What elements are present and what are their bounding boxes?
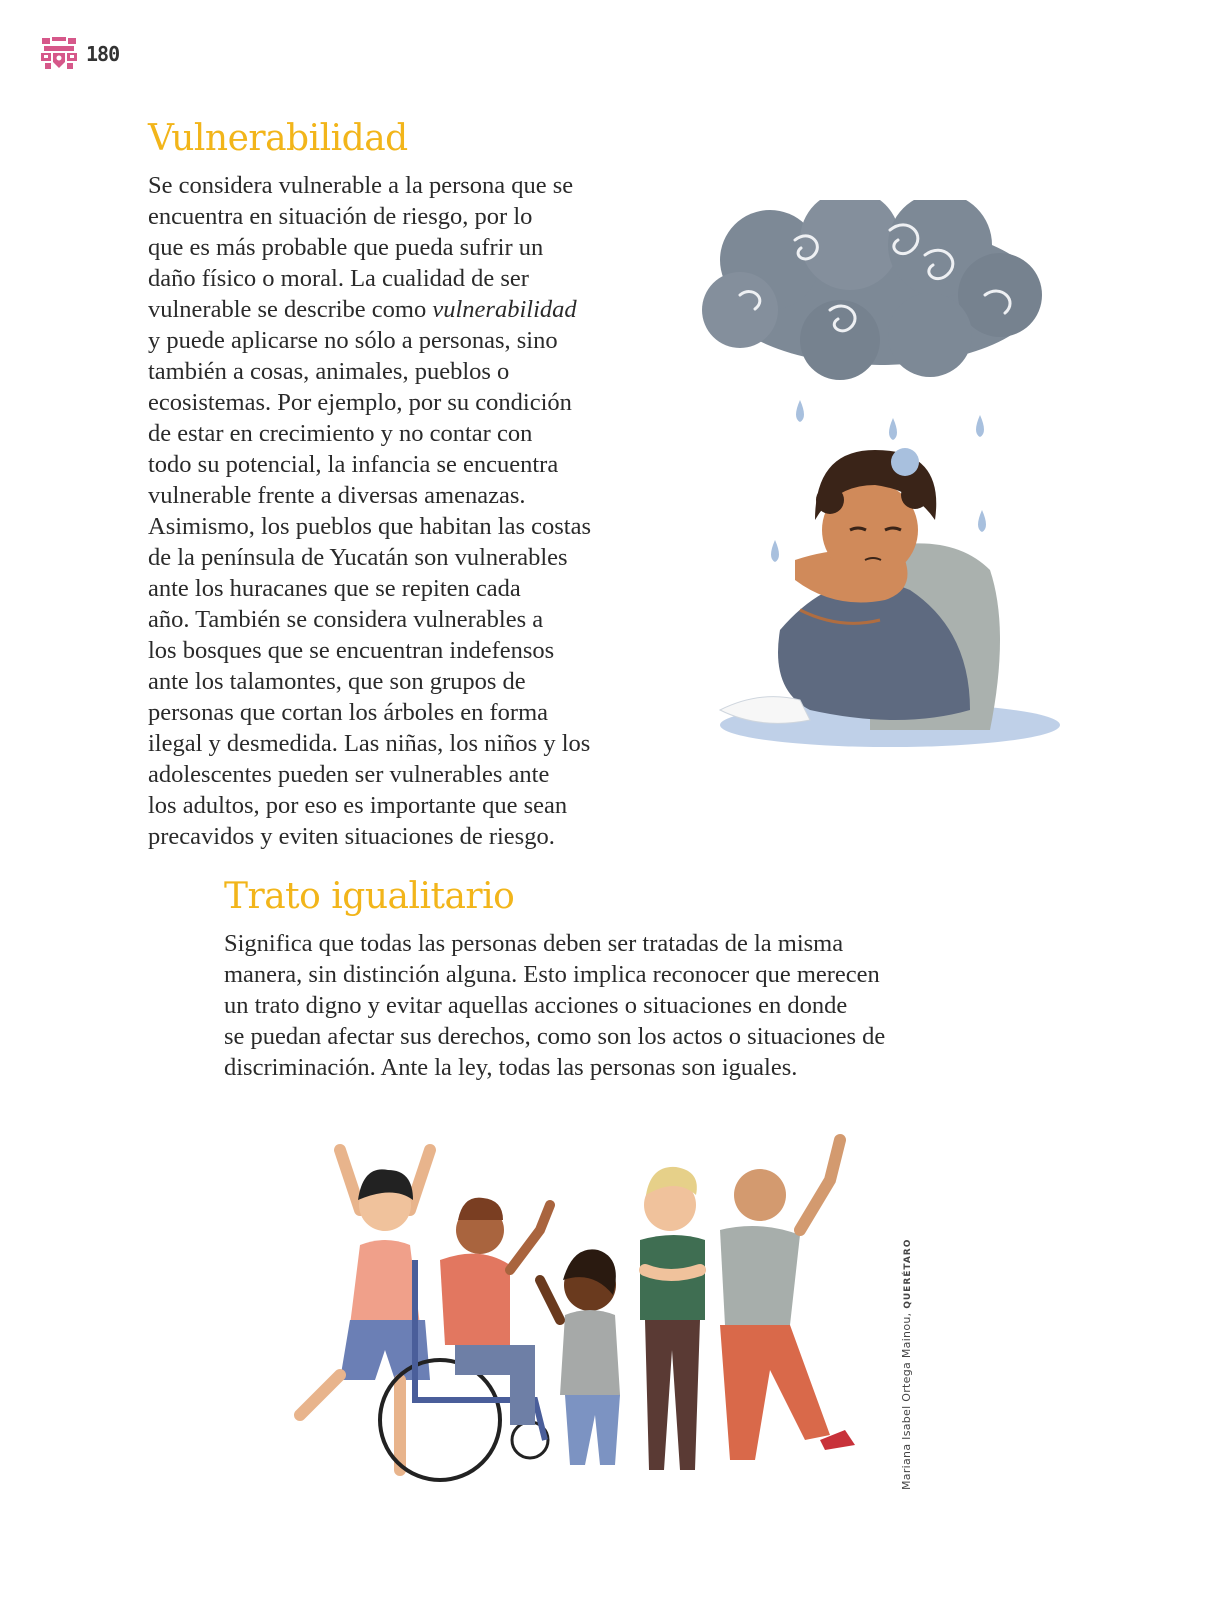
section-body-trato-igualitario	[224, 928, 1024, 1083]
text-line: manera, sin distinción alguna. Esto implica reconocer que merecen	[224, 961, 880, 988]
section-title-trato-igualitario: Trato igualitario	[224, 876, 515, 917]
text-line: se puedan afectar sus derechos, como son los actos o situaciones de	[224, 1023, 886, 1050]
text-line: ilegal y desmedida. Las niñas, los niños y los	[148, 730, 591, 757]
illustration-credit	[900, 1239, 913, 1490]
text-line: los adultos, por eso es importante que sean	[148, 792, 568, 819]
text-line: personas que cortan los árboles en forma	[148, 699, 549, 726]
page-header	[40, 36, 119, 72]
text-line: Asimismo, los pueblos que habitan las costas	[148, 513, 591, 540]
credit-artist: Mariana Isabel Ortega Mainou,	[900, 1312, 913, 1490]
text-line: precavidos y eviten situaciones de riesgo.	[148, 823, 555, 850]
pink-glyph-emblem-icon	[40, 36, 78, 72]
text-line: discriminación. Ante la ley, todas las personas son iguales.	[224, 1054, 798, 1081]
rain-cloud-icon	[702, 200, 1042, 380]
text-line: también a cosas, animales, pueblos o	[148, 358, 510, 385]
text-line: todo su potencial, la infancia se encuentra	[148, 451, 559, 478]
small-child-figure	[540, 1249, 620, 1465]
text-line: vulnerable frente a diversas amenazas.	[148, 482, 526, 509]
jumping-girl-figure	[300, 1150, 430, 1470]
section-body-vulnerabilidad	[148, 170, 678, 852]
text-line: ante los huracanes que se repiten cada	[148, 575, 521, 602]
text-line: un trato digno y evitar aquellas acciones o situaciones en donde	[224, 992, 848, 1019]
text-line: año. También se considera vulnerables a	[148, 606, 544, 633]
credit-state: QUERÉTARO	[903, 1238, 913, 1309]
text-line: encuentra en situación de riesgo, por lo	[148, 203, 533, 230]
text-line: y puede aplicarse no sólo a personas, sino	[148, 327, 558, 354]
page-number: 180	[86, 42, 120, 66]
text-fragment: vulnerable se describe como	[148, 296, 433, 323]
text-line	[148, 294, 678, 325]
text-line: Se considera vulnerable a la persona que se	[148, 172, 574, 199]
diverse-group-illustration	[280, 1120, 900, 1500]
text-line: adolescentes pueden ser vulnerables ante	[148, 761, 550, 788]
bald-man-figure	[720, 1140, 855, 1460]
text-line: los bosques que se encuentran indefensos	[148, 637, 555, 664]
sad-person-figure	[720, 448, 1000, 730]
text-line: ante los talamontes, que son grupos de	[148, 668, 526, 695]
text-line: de estar en crecimiento y no contar con	[148, 420, 533, 447]
text-line: ecosistemas. Por ejemplo, por su condición	[148, 389, 572, 416]
text-line: daño físico o moral. La cualidad de ser	[148, 265, 529, 292]
blond-man-figure	[640, 1167, 705, 1470]
text-line: Significa que todas las personas deben ser tratadas de la misma	[224, 930, 844, 957]
text-line: de la península de Yucatán son vulnerables	[148, 544, 568, 571]
sad-person-under-cloud-illustration	[700, 200, 1060, 760]
italic-term: vulnerabilidad	[432, 296, 577, 323]
text-line: que es más probable que pueda sufrir un	[148, 234, 544, 261]
section-title-vulnerabilidad: Vulnerabilidad	[148, 118, 408, 159]
